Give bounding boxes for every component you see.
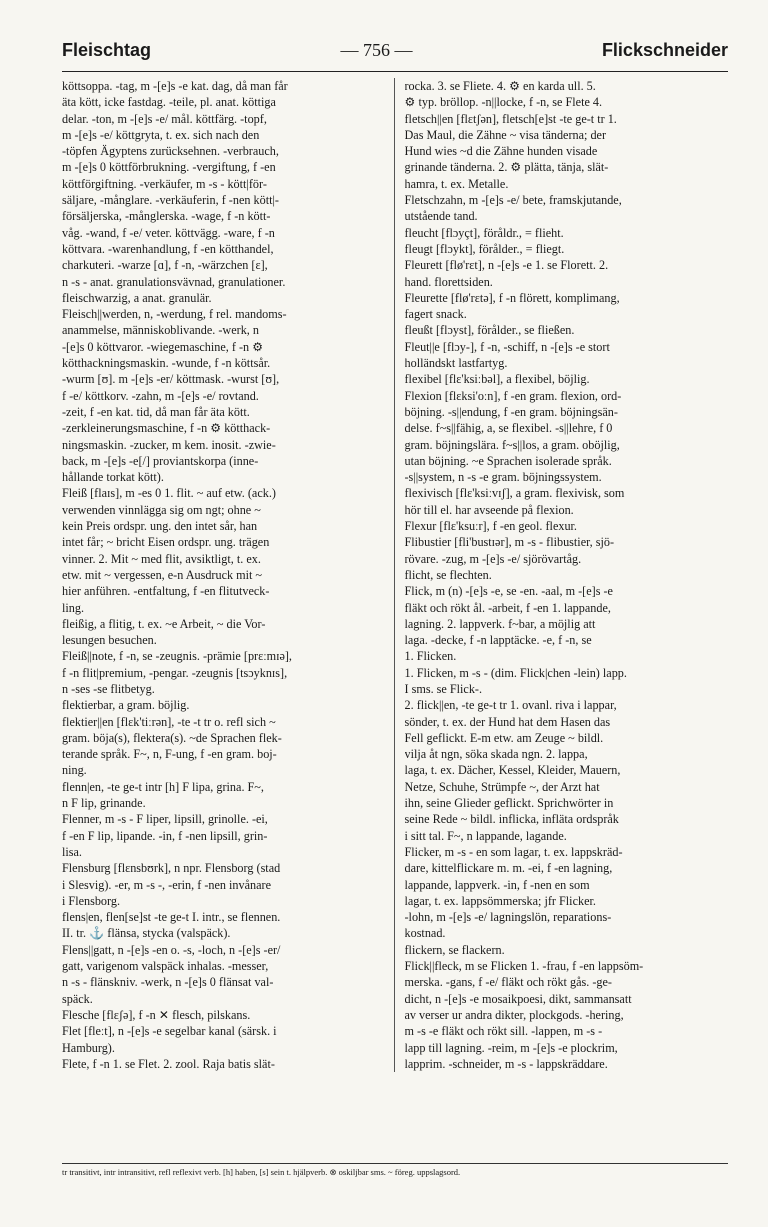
entry-line: köttvara. -warenhandlung, f -en kötthandel, [62, 241, 274, 256]
entry-line: flexibel [flɛ'ksiːbəl], a flexibel, böjlig. [404, 372, 590, 387]
entry-line: 2. flick||en, -te ge-t tr 1. ovanl. riva i lappar, [404, 698, 617, 713]
entry-line: ning. [62, 763, 87, 778]
entry-line: delse. f~s||fähig, a, se flexibel. -s||lehre, f 0 [404, 421, 613, 436]
entry-line: terande språk. F~, n, F-ung, f -en gram. boj- [62, 747, 277, 762]
entry-line: fleucht [flɔyçt], föråldr., = flieht. [404, 225, 564, 240]
entry-line: Fleurett [flø'rɛt], n -[e]s -e 1. se Florett. 2. [404, 258, 609, 273]
entry-line: Flick||fleck, m se Flicken 1. -frau, f -en lappsöm- [404, 959, 644, 974]
entry-line: n F lip, grinande. [62, 796, 146, 811]
entry-line: Fleiß [flaɪs], m -es 0 1. flit. ~ auf etw. (ack.) [62, 486, 276, 501]
page-header [62, 40, 728, 72]
entry-line: hamra, t. ex. Metalle. [404, 176, 509, 191]
entry-line: utstående tand. [404, 209, 478, 224]
entry-line: köttsoppa. -tag, m -[e]s -e kat. dag, då man får [62, 79, 288, 93]
entry-line: Flick, m (n) -[e]s -e, se -en. -aal, m -[e]s -e [404, 584, 613, 599]
entry-line: n -ses -se flitbetyg. [62, 681, 155, 696]
entry-line: f -e/ köttkorv. -zahn, m -[e]s -e/ rovtand. [62, 388, 259, 403]
entry-line: fletsch||en [flɛtʃən], fletsch[e]st -te ge-t tr 1. [404, 111, 617, 126]
right-column [395, 78, 729, 1072]
entry-line: fleißig, a flitig, t. ex. ~e Arbeit, ~ die Vor- [62, 616, 266, 631]
entry-line: m -[e]s 0 köttförbrukning. -vergiftung, f -en [62, 160, 276, 175]
entry-line: -lohn, m -[e]s -e/ lagningslön, reparations- [404, 910, 612, 925]
entry-line: späck. [62, 991, 93, 1006]
entry-line: -[e]s 0 köttvaror. -wiegemaschine, f -n ⚙ [62, 339, 264, 354]
entry-line: flenn|en, -te ge-t intr [h] F lipa, grina. F~, [62, 779, 264, 794]
entry-line: flicht, se flechten. [404, 567, 492, 582]
header-right-word: Flickschneider [601, 40, 728, 60]
entry-line: verwenden vinnlägga sig om ngt; ohne ~ [62, 502, 261, 517]
entry-line: köttförgiftning. -verkäufer, m -s - kött|för- [62, 176, 267, 191]
entry-line: -wurm [ʊ]. m -[e]s -er/ köttmask. -wurst [ʊ], [62, 372, 280, 387]
entry-line: f -en F lip, lipande. -in, f -nen lipsill, grin- [62, 828, 268, 843]
entry-line: Das Maul, die Zähne ~ visa tänderna; der [404, 127, 607, 142]
entry-line: Flibustier [fli'bustɪər], m -s - flibustier, sjö- [404, 535, 615, 550]
entry-line: ningsmaskin. -zucker, m kem. inosit. -zwie- [62, 437, 276, 452]
entry-line: lappande, lappverk. -in, f -nen en som [404, 877, 590, 892]
left-column [62, 78, 395, 1072]
entry-line: våg. -wand, f -e/ veter. köttvägg. -ware, f -n [62, 225, 275, 240]
entry-line: Flete, f -n 1. se Flet. 2. zool. Raja batis slät- [62, 1056, 275, 1071]
entry-line: -töpfen Ägyptens zurücksehnen. -verbrauch, [62, 144, 279, 159]
entry-line: 1. Flicken. [404, 649, 457, 664]
entry-line: -s||system, n -s -e gram. böjningssystem. [404, 470, 602, 485]
entry-line: vilja åt ngn, söka skada ngn. 2. lappa, [404, 747, 588, 762]
entry-line: Flexion [flɛksi'oːn], f -en gram. flexion, ord- [404, 388, 622, 403]
entry-line: Hund wies ~d die Zähne hunden visade [404, 144, 598, 159]
entry-line: Fleurette [flø'rɛtə], f -n flörett, komplimang, [404, 290, 620, 305]
entry-line: ling. [62, 600, 85, 615]
entry-line: etw. mit ~ vergessen, e-n Ausdruck mit ~ [62, 567, 263, 582]
entry-line: gram. böja(s), flektera(s). ~de Sprachen flek- [62, 730, 282, 745]
entry-line: I sms. se Flick-. [404, 681, 483, 696]
entry-line: vinner. 2. Mit ~ med flit, avsiktligt, t. ex. [62, 551, 261, 566]
entry-line: dare, kittelflickare m. m. -ei, f -en lagning, [404, 861, 613, 876]
entry-line: II. tr. ⚓ flänsa, stycka (valspäck). [62, 926, 231, 941]
entry-line: lesungen besuchen. [62, 633, 157, 648]
entry-line: flektierbar, a gram. böjlig. [62, 698, 190, 713]
entry-line: ihn, seine Glieder geflickt. Sprichwörter in [404, 796, 614, 811]
entry-line: lapprim. -schneider, m -s - lappskräddare. [404, 1056, 608, 1071]
entry-line: av verser ur andra dikter, plockgods. -hering, [404, 1007, 624, 1022]
entry-line: -zerkleinerungsmaschine, f -n ⚙ kötthack- [62, 421, 271, 436]
entry-line: dicht, n -[e]s -e mosaikpoesi, dikt, sammansatt [404, 991, 632, 1006]
entry-line: hier anführen. -entfaltung, f -en flitutveck- [62, 584, 270, 599]
entry-line: hållande torkat kött). [62, 470, 164, 485]
entry-line: -zeit, f -en kat. tid, då man får äta kött. [62, 404, 250, 419]
entry-line: charkuteri. -warze [ɑ], f -n, -wärzchen [ɛ], [62, 258, 268, 273]
entry-line: fagert snack. [404, 307, 467, 322]
entry-line: holländskt lastfartyg. [404, 356, 508, 371]
entry-line: back, m -[e]s -e[/] proviantskorpa (inne- [62, 453, 259, 468]
entry-line: Hamburg). [62, 1040, 115, 1055]
page-number: — 756 — [340, 40, 413, 60]
entry-line: laga, t. ex. Dächer, Kessel, Kleider, Mauern, [404, 763, 621, 778]
entry-line: Flesche [flɛʃə], f -n ✕ flesch, pilskans. [62, 1007, 251, 1022]
entry-line: gram. böjningslära. f~s||los, a gram. oböjlig, [404, 437, 620, 452]
entry-line: lagning. 2. lappverk. f~bar, a möjlig att [404, 616, 596, 631]
entry-line: Fleisch||werden, n, -werdung, f rel. mandoms- [62, 307, 287, 322]
entry-line: fleischwarzig, a anat. granulär. [62, 290, 212, 305]
entry-line: m -s -e fläkt och rökt sill. -lappen, m -s - [404, 1024, 603, 1039]
entry-line: n -s - anat. granulationsvävnad, granulationer. [62, 274, 286, 289]
entry-line: rocka. 3. se Fliete. 4. ⚙ en karda ull. 5. [404, 79, 596, 93]
entry-line: fläkt och rökt ål. -arbeit, f -en 1. lappande, [404, 600, 611, 615]
entry-line: kostnad. [404, 926, 446, 941]
entry-line: gatt, varigenom valspäck inhalas. -messer, [62, 959, 269, 974]
entry-line: flexivisch [flɛ'ksiːvɪʃ], a gram. flexivisk, som [404, 486, 625, 501]
entry-line: flickern, se flackern. [404, 942, 505, 957]
entry-line: säljare, -månglare. -verkäuferin, f -nen kött|- [62, 193, 279, 208]
entry-line: seine Rede ~ bildl. inflicka, infläta ordspråk [404, 812, 619, 827]
entry-line: kötthackningsmaskin. -wunde, f -n köttsår. [62, 356, 271, 371]
abbreviation-footer: tr transitivt, intr intransitivt, refl reflexivt verb. [h] haben, [s] sein t. hjälpverb. ⊗ oskiljbar sms. ~ föreg. uppslagsord. [62, 1163, 728, 1178]
entry-line: i Flensborg. [62, 893, 121, 908]
entry-line: intet får; ~ bricht Eisen ordspr. ung. trägen [62, 535, 270, 550]
entry-line: Flenner, m -s - F liper, lipsill, grinolle. -ei, [62, 812, 268, 827]
header-left-word: Fleischtag [62, 40, 152, 60]
entry-line: rövare. -zug, m -[e]s -e/ sjörövartåg. [404, 551, 582, 566]
entry-line: n -s - flänskniv. -werk, n -[e]s 0 flänsat val- [62, 975, 274, 990]
entry-line: Fell geflickt. E-m etw. am Zeuge ~ bildl. [404, 730, 604, 745]
entry-line: grinande tänderna. 2. ⚙ plätta, tänja, slät- [404, 160, 609, 175]
entry-line: lapp till lagning. -reim, m -[e]s -e plockrim, [404, 1040, 618, 1055]
entry-line: i sitt tal. F~, n lappande, lagande. [404, 828, 567, 843]
entry-line: i Slesvig). -er, m -s -, -erin, f -nen invånare [62, 877, 271, 892]
entry-line: m -[e]s -e/ köttgryta, t. ex. sich nach den [62, 127, 260, 142]
entry-line: Fleiß||note, f -n, se -zeugnis. -prämie [prɛːmɪə], [62, 649, 292, 664]
entry-line: flens|en, flen[se]st -te ge-t I. intr., se flennen. [62, 910, 281, 925]
entry-line: hör till el. har avseende på flexion. [404, 502, 574, 517]
entry-line: Flens||gatt, n -[e]s -en o. -s, -loch, n -[e]s -er/ [62, 942, 281, 957]
entry-line: Flensburg [flɛnsbʊrk], n npr. Flensborg (stad [62, 861, 281, 876]
entry-line: fleußt [flɔyst], förålder., se fließen. [404, 323, 575, 338]
entry-line: utan böjning. ~e Sprachen isolerade språk. [404, 453, 612, 468]
entry-line: försäljerska, -månglerska. -wage, f -n kött- [62, 209, 271, 224]
entry-line: Netze, Schuhe, Strümpfe ~, der Arzt hat [404, 779, 600, 794]
entry-line: Flexur [flɛ'ksuːr], f -en geol. flexur. [404, 519, 577, 534]
entry-line: lagar, t. ex. lappsömmerska; jfr Flicker. [404, 893, 596, 908]
entry-line: merska. -gans, f -e/ fläkt och rökt gås. -ge- [404, 975, 612, 990]
entry-line: anammelse, människoblivande. -werk, n [62, 323, 259, 338]
entry-line: kein Preis ordspr. ung. den intet sår, han [62, 519, 258, 534]
entry-line: ⚙ typ. bröllop. -n||locke, f -n, se Flete 4. [404, 95, 603, 110]
entry-line: Fletschzahn, m -[e]s -e/ bete, framskjutande, [404, 193, 622, 208]
entry-line: flektier||en [flɛk'tiːrən], -te -t tr o. refl sich ~ [62, 714, 276, 729]
entry-line: fleugt [flɔykt], förålder., = fliegt. [404, 241, 565, 256]
entry-line: böjning. -s||endung, f -en gram. böjningsän- [404, 404, 618, 419]
entry-line: f -n flit|premium, -pengar. -zeugnis [tsɔyknɪs], [62, 665, 288, 680]
entry-line: Flet [fleːt], n -[e]s -e segelbar kanal (särsk. i [62, 1024, 277, 1039]
entry-line: 1. Flicken, m -s - (dim. Flick|chen -lein) lapp. [404, 665, 627, 680]
entry-line: delar. -ton, m -[e]s -e/ mål. köttfärg. -topf, [62, 111, 267, 126]
entry-line: sönder, t. ex. der Hund hat dem Hasen das [404, 714, 611, 729]
entry-line: Fleut||e [flɔy-], f -n, -schiff, n -[e]s -e stort [404, 339, 610, 354]
entry-line: Flicker, m -s - en som lagar, t. ex. lappskräd- [404, 844, 623, 859]
entry-line: lisa. [62, 844, 82, 859]
entry-line: hand. florettsiden. [404, 274, 493, 289]
entry-line: laga. -decke, f -n lapptäcke. -e, f -n, se [404, 633, 592, 648]
entry-line: äta kött, icke fastdag. -teile, pl. anat. köttiga [62, 95, 276, 110]
columns [62, 78, 728, 1072]
